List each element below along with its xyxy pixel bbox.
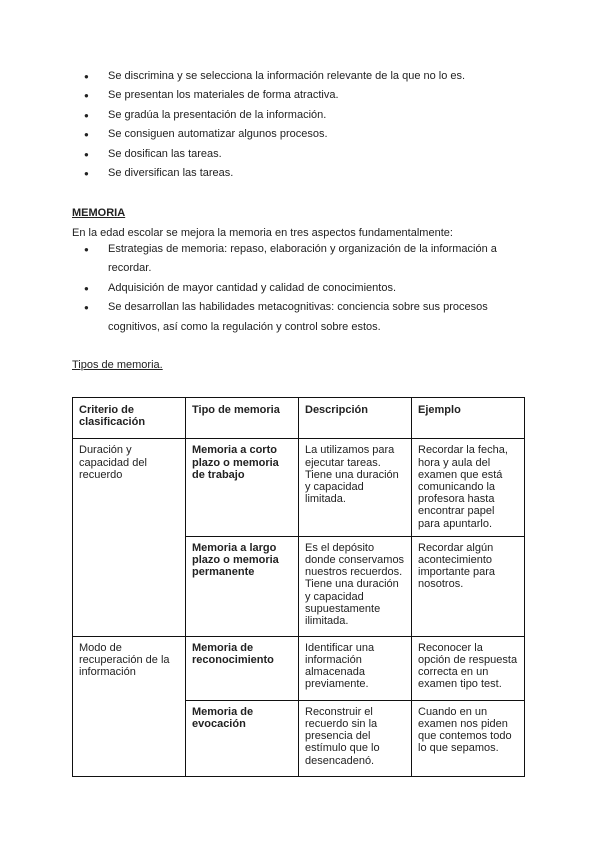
list-item: ● Se consiguen automatizar algunos procesos.: [84, 125, 544, 144]
list-item: ● Se diversifican las tareas.: [84, 164, 544, 183]
ejemplo-cell: Recordar la fecha, hora y aula del examen que está comunicando la profesora hasta encontrar papel para apuntarlo.: [412, 439, 525, 536]
list-item: ● Se dosifican las tareas.: [84, 145, 544, 164]
table-row: [73, 439, 525, 536]
memory-types-table: [72, 397, 525, 777]
memory-types-subtitle: Tipos de memoria.: [72, 359, 163, 371]
tipo-cell: Memoria de reconocimiento: [186, 636, 299, 700]
list-item: ● Se discrimina y se selecciona la información relevante de la que no lo es.: [84, 67, 544, 86]
table-header-row: [73, 398, 525, 439]
ejemplo-cell: Reconocer la opción de respuesta correcta en un examen tipo test.: [412, 636, 525, 700]
ejemplo-cell: Cuando en un examen nos piden que contemos todo lo que sepamos.: [412, 700, 525, 776]
header-criterio: Criterio de clasificación: [73, 398, 186, 439]
descripcion-cell: La utilizamos para ejecutar tareas. Tiene una duración y capacidad limitada.: [299, 439, 412, 536]
descripcion-cell: Reconstruir el recuerdo sin la presencia del estímulo que lo desencadenó.: [299, 700, 412, 776]
list-item: ● Se gradúa la presentación de la información.: [84, 106, 544, 125]
descripcion-cell: Es el depósito donde conservamos nuestros recuerdos. Tiene una duración y capacidad supuestamente ilimitada.: [299, 536, 412, 636]
section-title-memoria: MEMORIA: [72, 207, 126, 219]
header-tipo: Tipo de memoria: [186, 398, 299, 439]
header-ejemplo: Ejemplo: [412, 398, 525, 439]
ejemplo-cell: Recordar algún acontecimiento importante para nosotros.: [412, 536, 525, 636]
list-item: ● Se desarrollan las habilidades metacognitivas: conciencia sobre sus procesos cognitivos, así como la regulación y control sobre estos.: [84, 298, 524, 337]
descripcion-cell: Identificar una información almacenada previamente.: [299, 636, 412, 700]
list-item: ● Adquisición de mayor cantidad y calidad de conocimientos.: [84, 279, 524, 298]
list-item: ● Se presentan los materiales de forma atractiva.: [84, 86, 544, 105]
criterio-cell: Modo de recuperación de la información: [73, 636, 186, 776]
criterio-cell: Duración y capacidad del recuerdo: [73, 439, 186, 636]
memoria-bullet-list: [84, 240, 524, 337]
tipo-cell: Memoria a corto plazo o memoria de trabajo: [186, 439, 299, 536]
strategy-bullet-list: [84, 67, 544, 183]
list-item: ● Estrategias de memoria: repaso, elaboración y organización de la información a recordar.: [84, 240, 524, 279]
memoria-intro: En la edad escolar se mejora la memoria en tres aspectos fundamentalmente:: [72, 227, 453, 239]
tipo-cell: Memoria a largo plazo o memoria permanente: [186, 536, 299, 636]
table-row: [73, 636, 525, 700]
header-descripcion: Descripción: [299, 398, 412, 439]
tipo-cell: Memoria de evocación: [186, 700, 299, 776]
